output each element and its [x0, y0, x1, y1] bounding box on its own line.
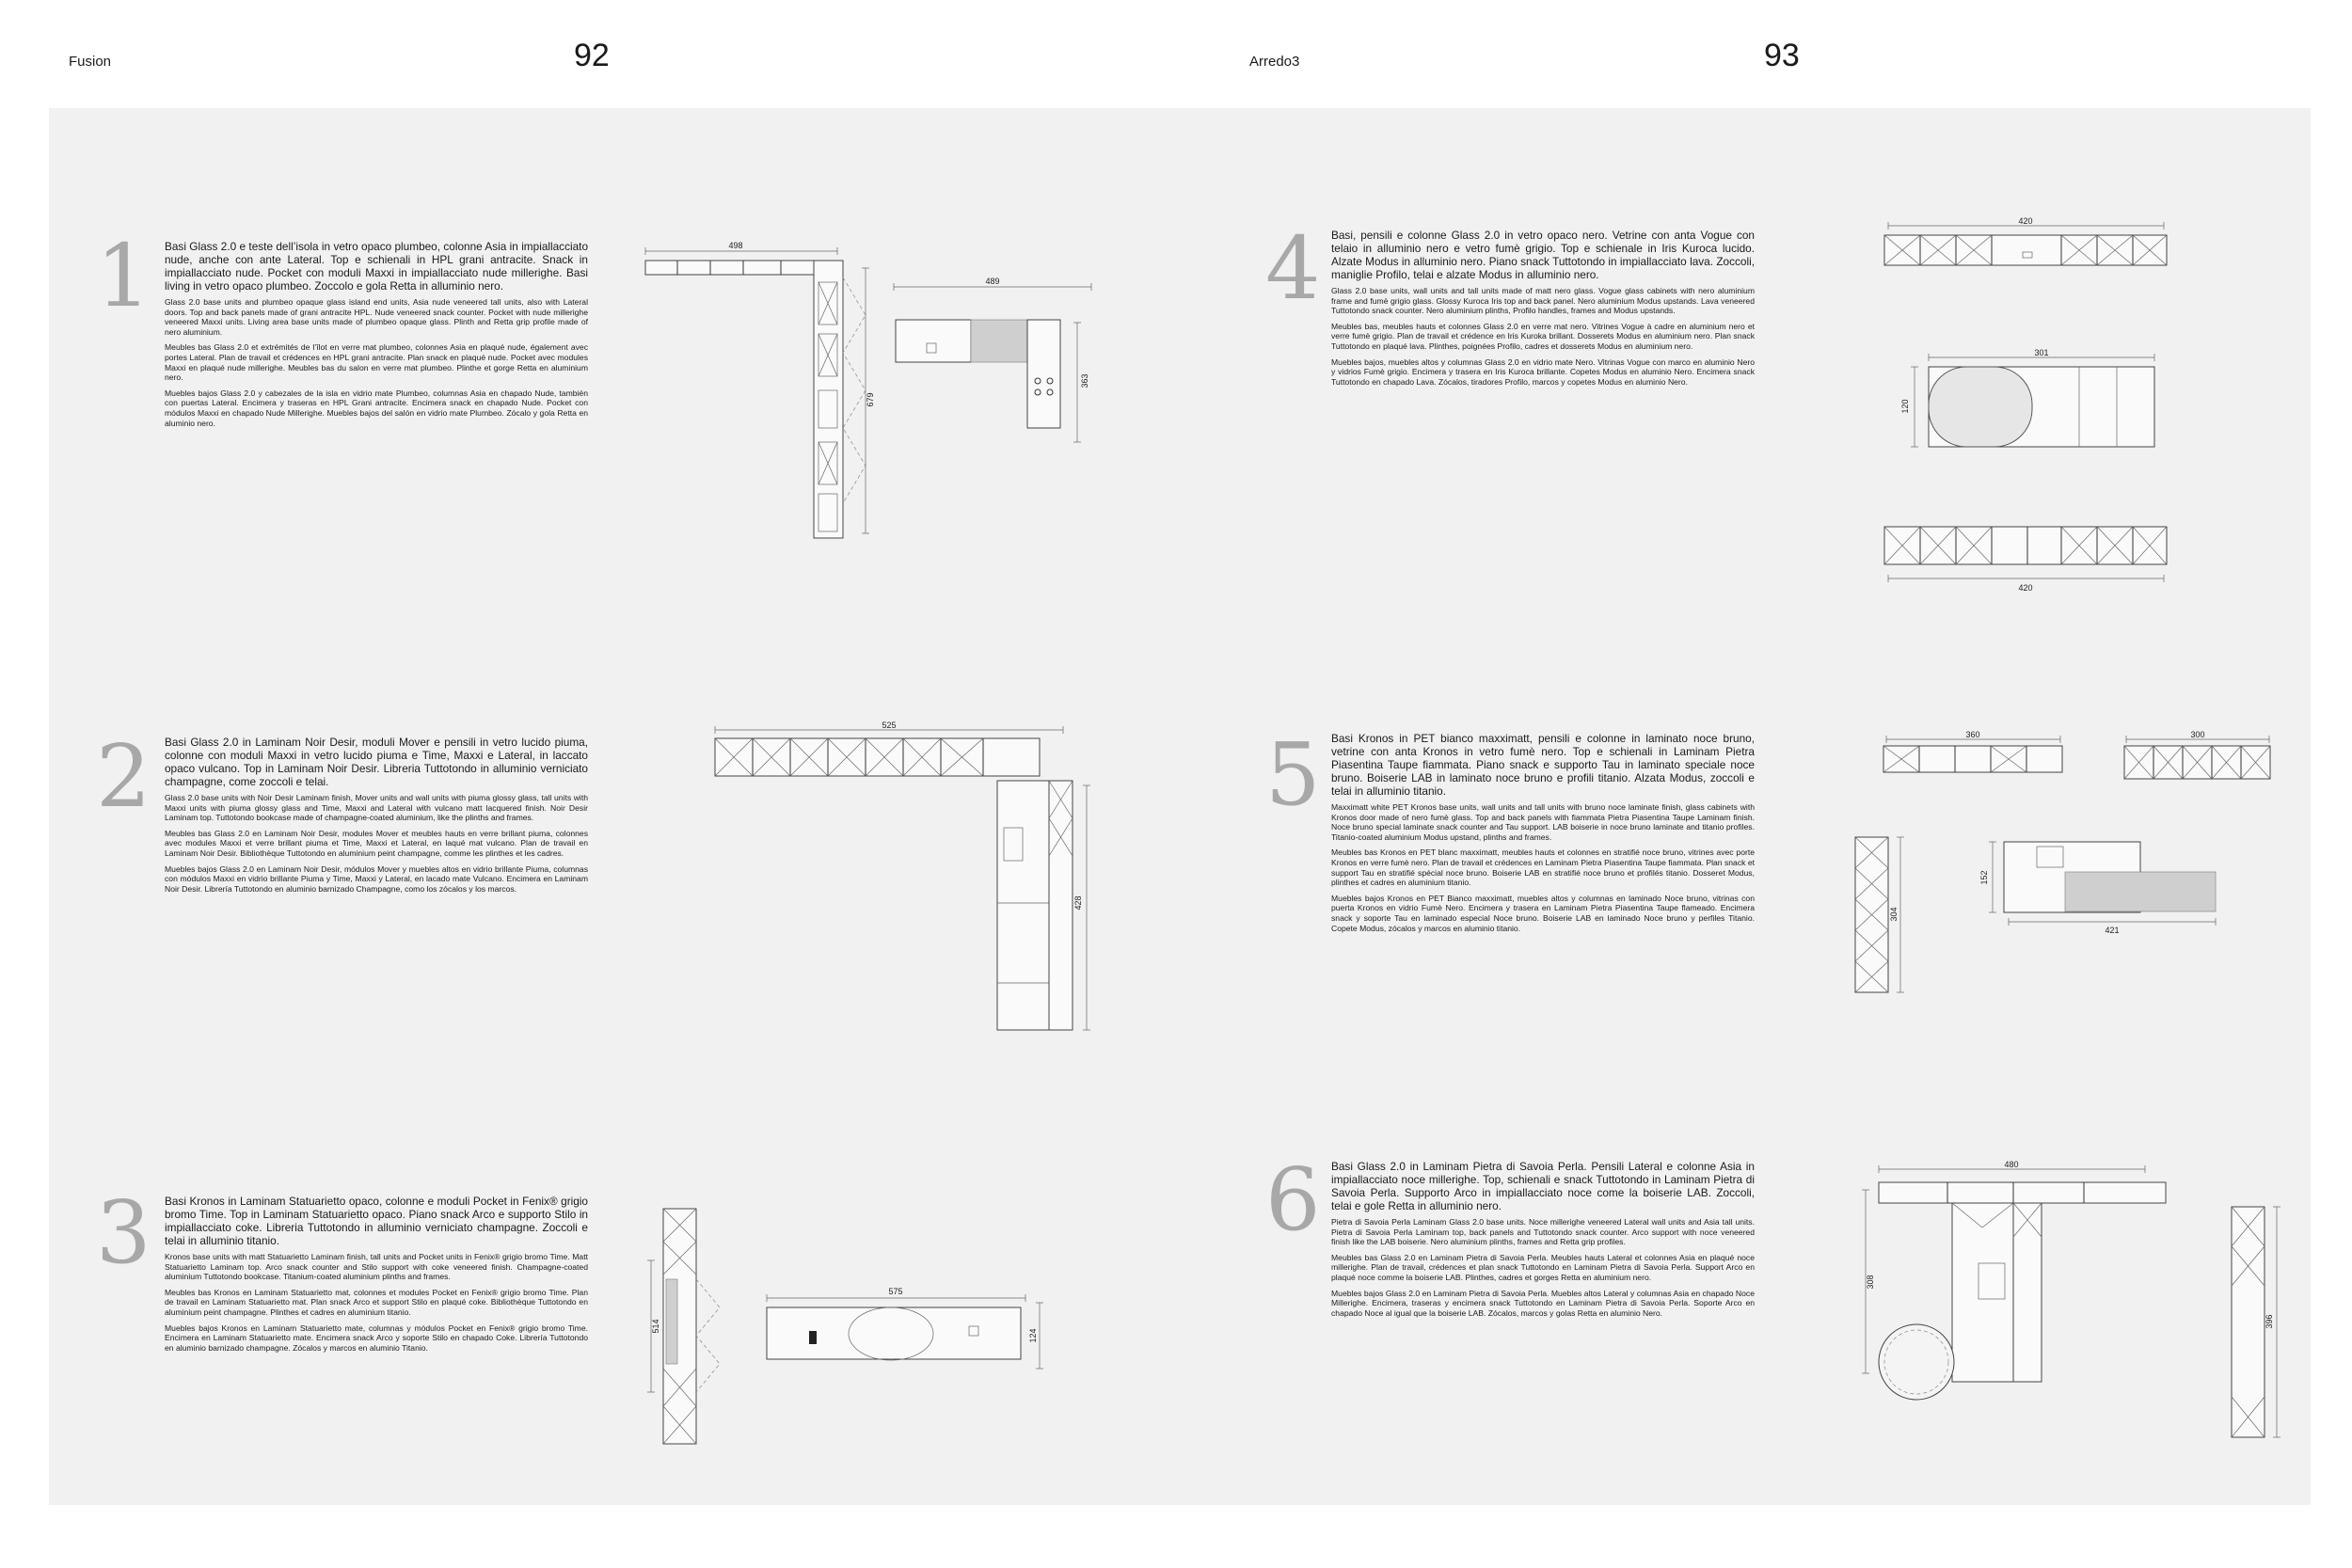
description-spanish: Muebles bajos Kronos en Laminam Statuarietto mate, columnas y módulos Pocket en Fenix® grigio bromo Time. Encimera en Laminam Statuarietto mate. Encimera snack Arco y soporte Stilo en chapado Coke. Librería Tuttotondo en aluminio barnizado champagne. Zócalos y marcos en aluminio Titanio.: [165, 1323, 588, 1353]
description-italian: Basi, pensili e colonne Glass 2.0 in vetro opaco nero. Vetrine con anta Vogue con telaio in alluminio nero e vetro fumè grigio. Top e schienale in Iris Kuroca lucido. Alzate Modus in alluminio nero. Piano snack Tuttotondo in impiallacciato lava. Zoccoli, maniglie Profilo, telai e alzate Modus in alluminio nero.: [1331, 229, 1755, 281]
description-french: Meubles bas Glass 2.0 en Laminam Pietra di Savoia Perla. Meubles hauts Lateral et colonnes Asia en plaqué noce millerighe. Plan de travail, crédences et plan snack Tuttotondo en Laminam Pietra di Savoia Perla. Support Arco en plaqué noce comme la boiserie LAB. Plinthes, cadres et gorges Retta en aluminium nero.: [1331, 1252, 1755, 1282]
floor-plan-5: [1844, 729, 2286, 997]
left-brand-name: Fusion: [69, 54, 112, 70]
floor-plan-1: [640, 240, 1129, 541]
entry-description: [165, 1195, 588, 1358]
entry-description: [1331, 1160, 1755, 1323]
dimension-label: 575: [888, 1287, 903, 1296]
dimension-label: 300: [2190, 730, 2205, 739]
description-english: Glass 2.0 base units, wall units and tall units made of matt nero glass. Vogue glass cabinets with nero aluminium frame and fumè grigio glass. Glossy Kuroca Iris top and back panel. Nero aluminium Modus upstands. Lava veneered Tuttotondo snack counter. Nero aluminium plinths, Profilo handles, frames and Modus upstands.: [1331, 286, 1755, 316]
dimension-label: 480: [2004, 1160, 2019, 1169]
left-page-number: 92: [574, 38, 610, 73]
dimension-label: 308: [1866, 1275, 1875, 1290]
description-italian: Basi Glass 2.0 in Laminam Noir Desir, moduli Mover e pensili in vetro lucido piuma, colonne con moduli Maxxi in vetro lucido piuma e Time, Maxxi e Lateral, in laccato opaco vulcano. Top in Laminam Noir Desir. Libreria Tuttotondo in alluminio verniciato champagne, come zoccoli e telai.: [165, 736, 588, 788]
entry-number: 6: [1265, 1149, 1321, 1250]
description-french: Meubles bas, meubles hauts et colonnes Glass 2.0 en verre mat nero. Vitrines Vogue à cadre en aluminium nero et verre fumè grigio. Plan de travail et crédence en Iris Kuroka brillant. Dosserets Modus en aluminium nero. Plan snack Tuttotondo en plaqué lava. Plinthes, poignées Profilo, cadres et dosserets Modus en aluminium nero.: [1331, 321, 1755, 351]
dimension-label: 514: [651, 1319, 660, 1334]
description-italian: Basi Kronos in PET bianco maxximatt, pensili e colonne in laminato noce bruno, vetrine con anta Kronos in vetro fumè nero. Top e schienali in Laminam Pietra Piasentina Taupe fiammata. Piano snack e supporto Tau in laminato speciale noce bruno. Boiserie LAB in laminato noce bruno e profili titanio. Alzata Modus, zoccoli e telai in alluminio titanio.: [1331, 732, 1755, 798]
description-spanish: Muebles bajos, muebles altos y columnas Glass 2.0 en vidrio mate Nero. Vitrinas Vogue con marco en aluminio Nero y vidrios Fumè grigio. Encimera y trasera en Iris Kuroca brillante. Copetes Modus en aluminio Nero. Encimera snack Tuttotondo en chapado Lava. Zócalos, tiradores Profilo, marcos y copetes Modus en aluminio Nero.: [1331, 356, 1755, 387]
dimension-label: 120: [1900, 399, 1910, 414]
entry-description: [1331, 732, 1755, 939]
description-english: Pietra di Savoia Perla Laminam Glass 2.0 base units. Noce millerighe veneered Lateral wall units and Asia tall units. Pietra di Savoia Perla Laminam top, back panels and Tuttotondo snack counter. Arco support with noce veneered finish like the LAB boiserie. Nero aluminium plinths, frames and Retta grip profiles.: [1331, 1217, 1755, 1247]
description-spanish: Muebles bajos Glass 2.0 en Laminam Noir Desir, módulos Mover y muebles altos en vidrio brillante Piuma, columnas con módulos Maxxi en vidrio brillante Piuma y Time, Maxxi y Lateral, en lacado mate Vulcano. Encimera en Laminam Noir Desir. Librería Tuttotondo en aluminio barnizado Champagne, como los zócalos y los marcos.: [165, 863, 588, 894]
entry-description: [1331, 229, 1755, 392]
dimension-label: 396: [2265, 1314, 2274, 1329]
dimension-label: 498: [728, 241, 743, 250]
dimension-label: 421: [2105, 926, 2120, 935]
description-italian: Basi Glass 2.0 e teste dell’isola in vetro opaco plumbeo, colonne Asia in impiallacciato nude, anche con ante Lateral. Top e schienali in HPL grani antracite. Snack in impiallacciato nude. Pocket con moduli Maxxi in impiallacciato nude millerighe. Basi living in vetro opaco plumbeo. Zoccolo e gola Retta in alluminio nero.: [165, 240, 588, 293]
dimension-label: 489: [985, 277, 1000, 286]
dimension-label: 304: [1889, 907, 1899, 922]
entry-description: [165, 240, 588, 434]
description-spanish: Muebles bajos Kronos en PET Bianco maxximatt, muebles altos y columnas en laminado Noce bruno, vitrinas con puerta Kronos en vidrio Fumè Nero. Encimera y trasera en Laminam Pietra Piasentina Taupe flameado. Encimera snack y soporte Tau en laminado especial Noce bruno. Boiserie LAB en laminado Noce bruno y perfiles Titanio. Copete Modus, zócalos y marcos en aluminio titanio.: [1331, 893, 1755, 933]
description-french: Meubles bas Glass 2.0 et extrémités de l’îlot en verre mat plumbeo, colonnes Asia en plaqué nude, également avec portes Lateral. Plan de travail et crédences en HPL grani antracite. Plan snack en plaqué nude. Pocket avec modules Maxxi en plaqué nude millerighe. Meubles bas du salon en verre mat plumbeo. Plinthe et gorge Retta en aluminium nero.: [165, 342, 588, 383]
dimension-label: 420: [2018, 216, 2033, 226]
description-spanish: Muebles bajos Glass 2.0 en Laminam Pietra di Savoia Perla. Muebles altos Lateral y columnas Asia en chapado Noce Millerighe. Encimera, traseras y encimera snack Tuttotondo en Laminam Pietra di Savoia Perla. Soporte Arco en chapado Noce al igual que la boiserie LAB. Zócalos, marcos y golas Retta en aluminio Nero.: [1331, 1288, 1755, 1318]
dimension-label: 420: [2018, 583, 2033, 593]
description-english: Glass 2.0 base units and plumbeo opaque glass island end units, Asia nude veneered tall units, also with Lateral doors. Top and back panels made of grani antracite HPL. Nude veneered snack counter. Pocket with nude millerighe veneered Maxxi units. Living area base units made of plumbeo opaque glass. Plinth and Retta grip profile made of nero aluminium.: [165, 297, 588, 337]
description-spanish: Muebles bajos Glass 2.0 y cabezales de la isla en vidrio mate Plumbeo, columnas Asia en chapado Nude, también con puertas Lateral. Encimera y traseras en HPL Grani antracite. Encimera snack en chapado Nude. Pocket con módulos Maxxi en chapado Nude Millerighe. Muebles bajos del salón en vidrio mate Plumbeo. Zócalo y gola Retta en aluminio nero.: [165, 388, 588, 428]
entry-description: [165, 736, 588, 899]
dimension-label: 525: [882, 721, 897, 730]
description-french: Meubles bas Kronos en Laminam Statuarietto mat, colonnes et modules Pocket en Fenix® grigio bromo Time. Plan de travail en Laminam Statuarietto mat. Plan snack Arco et support Stilo en plaqué coke. Bibliothèque Tuttotondo en aluminium peint champagne. Plinthes et cadres en aluminium titanio.: [165, 1287, 588, 1317]
description-english: Maxximatt white PET Kronos base units, wall units and tall units with bruno noce laminate finish, glass cabinets with Kronos door made of nero fumè glass. Top and back panels with fiammata Pietra Piasentina Taupe Laminam finish. Noce bruno special laminate snack counter and Tau support. LAB boiserie in noce bruno laminate and titanio profiles. Titanio-coated aluminium Modus upstand, plinths and frames.: [1331, 802, 1755, 842]
entry-number: 3: [96, 1182, 151, 1283]
entry-number: 1: [96, 226, 151, 326]
description-italian: Basi Glass 2.0 in Laminam Pietra di Savoia Perla. Pensili Lateral e colonne Asia in impiallacciato noce millerighe. Top, schienali e snack Tuttotondo in Laminam Pietra di Savoia Perla. Supporto Arco in impiallacciato noce come la boiserie LAB. Zoccoli, telai e gole Retta in alluminio nero.: [1331, 1160, 1755, 1212]
entry-number: 5: [1265, 724, 1321, 825]
dimension-label: 428: [1073, 895, 1083, 911]
dimension-label: 152: [1979, 870, 1989, 885]
dimension-label: 124: [1028, 1328, 1038, 1343]
dimension-label: 679: [866, 392, 875, 407]
entry-number: 4: [1265, 218, 1321, 319]
description-english: Glass 2.0 base units with Noir Desir Laminam finish, Mover units and wall units with piuma glossy glass, tall units with Maxxi units with piuma glossy glass and Time, Maxxi and Lateral with vulcano matt lacquered finish. Noir Desir Laminam top. Tuttotondo bookcase made of champagne-coated aluminium, like the plinths and frames.: [165, 793, 588, 823]
right-page-number: 93: [1764, 38, 1800, 73]
right-brand-name: Arredo3: [1249, 54, 1300, 70]
floor-plan-4: [1877, 216, 2178, 593]
description-french: Meubles bas Glass 2.0 en Laminam Noir Desir, modules Mover et meubles hauts en verre brillant piuma, colonnes avec modules Maxxi et verre brillant piuma et Time, Maxxi et Lateral, en laqué mat vulcano. Plan de travail en Laminam Noir Desir. Bibliothèque Tuttotondo en aluminium peint champagne, comme les plinthes et les cadres.: [165, 828, 588, 858]
description-english: Kronos base units with matt Statuarietto Laminam finish, tall units and Pocket units in Fenix® grigio bromo Time. Matt Statuarietto Laminam top. Arco snack counter and Stilo support with coke veneered finish. Champagne-coated aluminium Tuttotondo bookcase. Titanium-coated aluminium plinths and frames.: [165, 1252, 588, 1282]
floor-plan-6: [1858, 1162, 2291, 1444]
entry-number: 2: [96, 726, 151, 827]
floor-plan-2: [710, 721, 1105, 1035]
floor-plan-3: [640, 1204, 1054, 1449]
dimension-label: 360: [1965, 730, 1980, 739]
description-italian: Basi Kronos in Laminam Statuarietto opaco, colonne e moduli Pocket in Fenix® grigio bromo Time. Top in Laminam Statuarietto opaco. Piano snack Arco e supporto Stilo in impiallacciato coke. Libreria Tuttotondo in alluminio verniciato champagne. Zoccoli e telai in alluminio titanio.: [165, 1195, 588, 1247]
dimension-label: 301: [2034, 348, 2049, 357]
dimension-label: 363: [1080, 373, 1089, 388]
description-french: Meubles bas Kronos en PET blanc maxximatt, meubles hauts et colonnes en stratifié noce bruno, vitrines avec porte Kronos en verre fumè nero. Plan de travail et crédences en Laminam Pietra Piasentina Taupe fiammata. Plan snack et support Tau en stratifié spécial noce bruno. Boiserie LAB en stratifié noce bruno et profilés titanio. Dosseret Modus, plinthes et cadres en aluminium titanio.: [1331, 847, 1755, 888]
